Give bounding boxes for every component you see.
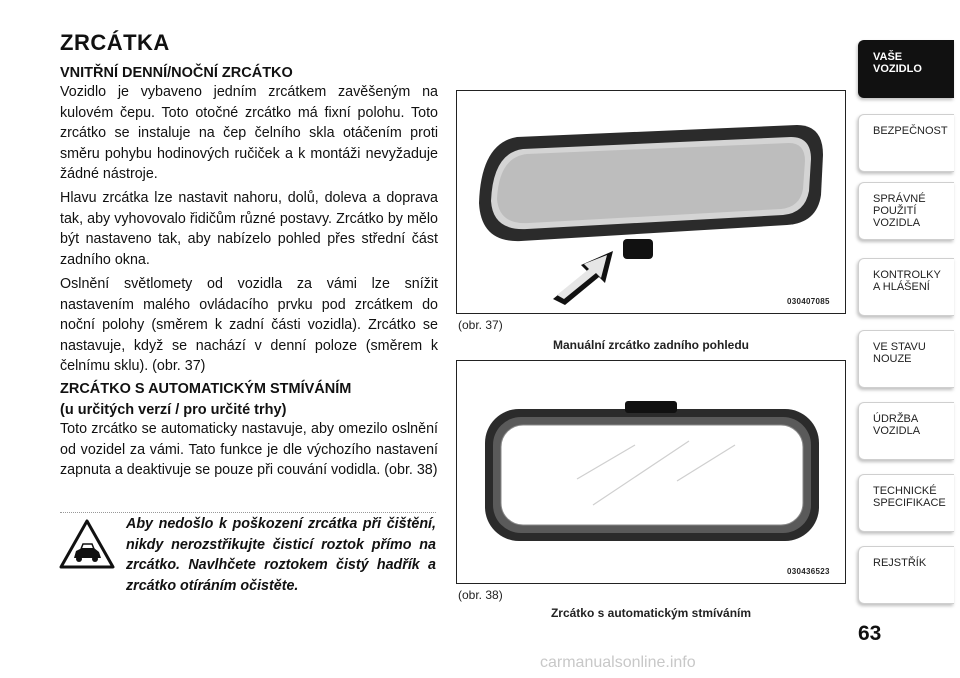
figure-38-caption: Zrcátko s automatickým stmíváním (550, 606, 752, 620)
manual-mirror-illustration (457, 91, 845, 313)
figure-37-ref: (obr. 37) (458, 318, 503, 332)
subsection-heading-interior-mirror: VNITŘNÍ DENNÍ/NOČNÍ ZRCÁTKO (60, 65, 293, 81)
figure-38-ref: (obr. 38) (458, 588, 503, 602)
warning-icon (58, 518, 120, 580)
warning-divider (60, 512, 436, 513)
tab-technicke-specifikace[interactable]: TECHNICKÉ SPECIFIKACE (858, 474, 954, 532)
warning-box (60, 514, 436, 596)
tab-kontrolky[interactable]: KONTROLKY A HLÁŠENÍ (858, 258, 954, 316)
figure-37-manual-mirror (456, 90, 846, 314)
paragraph-mirror-adjust: Hlavu zrcátka lze nastavit nahoru, dolů, doleva a doprava tak, aby vyhovovalo řidičům různé postavy. Zrcátko by mělo být nastaveno tak, aby nabízelo pohled přes střední část zadního okna. (60, 190, 438, 268)
warning-text: Aby nedošlo k poškození zrcátka při čištění, nikdy nerozstřikujte čisticí roztok přímo na zrcátko. Navlhčete roztokem čistý hadřík a zrcátko otíráním očistěte. (126, 516, 436, 594)
subsection-heading-auto-dim: ZRCÁTKO S AUTOMATICKÝM STMÍVÁNÍM (60, 381, 352, 397)
section-title: ZRCÁTKA (60, 30, 170, 55)
figure-38-code: 030436523 (787, 567, 830, 576)
tab-ve-stavu-nouze[interactable]: VE STAVU NOUZE (858, 330, 954, 388)
figure-37-caption: Manuální zrcátko zadního pohledu (552, 338, 749, 352)
tab-spravne-pouziti[interactable]: SPRÁVNÉ POUŽITÍ VOZIDLA (858, 182, 954, 240)
auto-dim-mirror-illustration (457, 361, 845, 583)
paragraph-mirror-mount: Vozidlo je vybaveno jedním zrcátkem zavěšeným na kulovém čepu. Toto otočné zrcátko má fixní polohu. Toto zrcátko se instaluje na čep čelního skla otáčením proti směru pohybu hodinových ručiček a k montáži nevyžaduje žádné nástroje. (60, 84, 438, 183)
subsection-subheading-auto-dim: (u určitých verzí / pro určité trhy) (60, 402, 287, 418)
paragraph-mirror-glare: Oslnění světlomety od vozidla za vámi lze snížit nastavením malého ovládacího prvku pod zrcátkem do noční polohy (směrem k zadní části vozidla). Zrcátko se nastavuje, když se nachází v denní poloze (směrem k čelnímu sklu). (obr. 37) (60, 276, 438, 375)
page-number: 63 (858, 622, 882, 645)
paragraph-auto-dim: Toto zrcátko se automaticky nastavuje, aby omezilo oslnění od vozidel za vámi. Tato funkce je dle výchozího nastavení zapnuta a deaktivuje se pouze při couvání vodidla. (obr. 38) (60, 421, 438, 479)
tab-vase-vozidlo[interactable]: VAŠE VOZIDLO (858, 40, 954, 98)
figure-38-auto-dim-mirror (456, 360, 846, 584)
tab-rejstrik[interactable]: REJSTŘÍK (858, 546, 954, 604)
watermark: carmanualsonline.info (540, 654, 696, 671)
figure-37-code: 030407085 (787, 297, 830, 306)
tab-bezpecnost[interactable]: BEZPEČNOST (858, 114, 954, 172)
tab-udrzba[interactable]: ÚDRŽBA VOZIDLA (858, 402, 954, 460)
